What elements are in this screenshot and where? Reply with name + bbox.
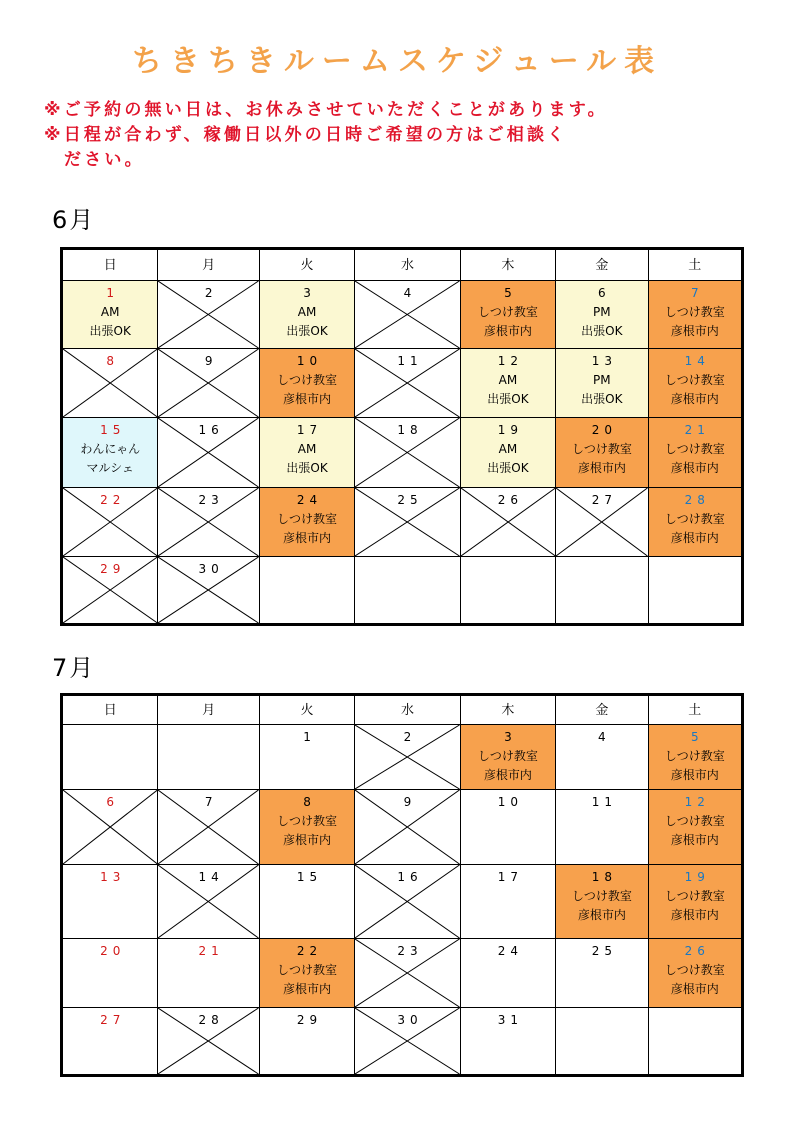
day-number: 7: [204, 795, 218, 809]
day-number: 1: [106, 286, 120, 300]
notice-text: ご予約の無い日は、お休みさせていただくことがあります。: [63, 100, 608, 120]
event-text: マルシェ: [86, 461, 134, 475]
empty-cell: [648, 557, 742, 625]
day-number: 24: [497, 944, 524, 958]
week-row: [62, 488, 743, 557]
month-title: 6月: [52, 206, 96, 234]
day-number: 3: [303, 286, 316, 300]
event-text: しつけ教室: [277, 373, 338, 387]
day-cell: [259, 418, 354, 488]
event-text: 出張OK: [581, 392, 623, 406]
event-text: 彦根市内: [670, 531, 719, 545]
event-text: AM: [100, 305, 120, 319]
day-number: 14: [684, 354, 710, 368]
june-calendar: [60, 247, 744, 626]
day-cell: [556, 349, 648, 418]
day-number: 11: [591, 795, 617, 809]
day-cell: [158, 1008, 259, 1076]
day-number: 2: [204, 286, 218, 300]
event-text: しつけ教室: [664, 814, 725, 828]
day-cell: [648, 790, 742, 865]
day-number: 31: [497, 1013, 524, 1027]
day-number: 26: [497, 493, 524, 507]
week-row: [62, 939, 743, 1008]
empty-cell: [460, 557, 555, 625]
event-text: 彦根市内: [283, 982, 332, 996]
day-cell: [355, 790, 460, 865]
day-number: 12: [497, 354, 524, 368]
weekday-header-sat: 土: [648, 695, 742, 725]
event-text: 彦根市内: [670, 982, 719, 996]
event-text: 出張OK: [89, 324, 131, 338]
day-cell: [62, 349, 158, 418]
day-number: 24: [296, 493, 323, 507]
day-number: 1: [303, 730, 316, 744]
day-cell: [460, 418, 555, 488]
event-text: しつけ教室: [477, 749, 538, 763]
day-number: 8: [106, 354, 120, 368]
day-number: 19: [497, 423, 524, 437]
day-number: 15: [100, 423, 126, 437]
day-cell: [355, 418, 460, 488]
day-cell: [355, 488, 460, 557]
day-cell: [158, 557, 259, 625]
day-cell: [355, 865, 460, 939]
day-cell: [648, 488, 742, 557]
day-cell: [259, 790, 354, 865]
day-number: 30: [397, 1013, 423, 1027]
event-text: AM: [297, 442, 317, 456]
day-cell: [556, 939, 648, 1008]
day-cell: [556, 281, 648, 349]
day-cell: [648, 349, 742, 418]
day-number: 17: [296, 423, 323, 437]
empty-cell: [556, 557, 648, 625]
day-number: 5: [504, 286, 517, 300]
day-number: 22: [296, 944, 323, 958]
weekday-header-tue: 火: [259, 695, 354, 725]
day-number: 9: [204, 354, 218, 368]
event-text: PM: [593, 373, 611, 387]
reference-mark: ※: [44, 100, 64, 120]
day-number: 9: [403, 795, 417, 809]
event-text: 出張OK: [487, 461, 529, 475]
day-cell: [259, 939, 354, 1008]
event-text: AM: [498, 442, 518, 456]
day-cell: [460, 790, 555, 865]
day-number: 29: [100, 562, 126, 576]
event-text: 出張OK: [581, 324, 623, 338]
event-text: 出張OK: [487, 392, 529, 406]
weekday-header-fri: 金: [556, 249, 648, 281]
day-number: 16: [198, 423, 224, 437]
month-title: 7月: [52, 654, 96, 682]
event-text: 彦根市内: [483, 324, 532, 338]
day-number: 28: [198, 1013, 224, 1027]
day-number: 16: [397, 870, 423, 884]
week-row: [62, 281, 743, 349]
day-cell: [158, 865, 259, 939]
day-cell: [62, 790, 158, 865]
day-number: 4: [598, 730, 611, 744]
weekday-header-wed: 水: [355, 695, 460, 725]
weekday-header-mon: 月: [158, 695, 259, 725]
empty-cell: [355, 557, 460, 625]
day-cell: [355, 939, 460, 1008]
day-cell: [556, 725, 648, 790]
event-text: 彦根市内: [483, 768, 532, 782]
day-number: 27: [591, 493, 617, 507]
day-number: 23: [397, 944, 423, 958]
day-cell: [259, 488, 354, 557]
day-number: 30: [198, 562, 224, 576]
day-cell: [648, 418, 742, 488]
day-cell: [355, 1008, 460, 1076]
reference-mark: ※: [44, 125, 64, 145]
event-text: しつけ教室: [664, 749, 725, 763]
day-cell: [62, 865, 158, 939]
day-cell: [158, 939, 259, 1008]
day-cell: [648, 939, 742, 1008]
day-number: 19: [684, 870, 710, 884]
day-cell: [460, 281, 555, 349]
day-cell: [355, 725, 460, 790]
event-text: しつけ教室: [664, 889, 725, 903]
event-text: しつけ教室: [571, 442, 632, 456]
weekday-header-sat: 土: [648, 249, 742, 281]
week-row: [62, 557, 743, 625]
day-number: 25: [591, 944, 617, 958]
day-cell: [460, 939, 555, 1008]
empty-cell: [62, 725, 158, 790]
event-text: 彦根市内: [670, 324, 719, 338]
day-number: 5: [690, 730, 704, 744]
weekday-header-sun: 日: [62, 249, 158, 281]
day-number: 4: [403, 286, 417, 300]
weekday-header-thu: 木: [460, 695, 555, 725]
day-cell: [460, 488, 555, 557]
day-number: 20: [591, 423, 617, 437]
day-cell: [556, 865, 648, 939]
day-number: 28: [684, 493, 710, 507]
day-cell: [158, 790, 259, 865]
day-number: 22: [100, 493, 126, 507]
day-cell: [556, 488, 648, 557]
day-cell: [648, 281, 742, 349]
day-cell: [648, 865, 742, 939]
day-number: 8: [303, 795, 316, 809]
day-cell: [158, 418, 259, 488]
event-text: しつけ教室: [277, 512, 338, 526]
week-row: [62, 865, 743, 939]
notice-text: 日程が合わず、稼働日以外の日時ご希望の方はご相談く: [63, 125, 568, 145]
weekday-header-wed: 水: [355, 249, 460, 281]
day-cell: [460, 865, 555, 939]
day-cell: [62, 939, 158, 1008]
day-cell: [259, 725, 354, 790]
day-number: 27: [100, 1013, 126, 1027]
event-text: PM: [593, 305, 611, 319]
event-text: わんにゃん: [80, 442, 141, 456]
day-cell: [62, 488, 158, 557]
event-text: しつけ教室: [277, 963, 338, 977]
day-number: 12: [684, 795, 710, 809]
event-text: しつけ教室: [477, 305, 538, 319]
event-text: 彦根市内: [577, 461, 626, 475]
day-cell: [259, 1008, 354, 1076]
day-cell: [556, 418, 648, 488]
day-number: 18: [591, 870, 617, 884]
day-number: 10: [497, 795, 524, 809]
day-number: 13: [591, 354, 617, 368]
event-text: しつけ教室: [571, 889, 632, 903]
event-text: 彦根市内: [577, 908, 626, 922]
day-cell: [460, 725, 555, 790]
day-cell: [460, 1008, 555, 1076]
event-text: 彦根市内: [670, 833, 719, 847]
week-row: [62, 349, 743, 418]
weekday-header-sun: 日: [62, 695, 158, 725]
event-text: 彦根市内: [670, 392, 719, 406]
day-cell: [158, 488, 259, 557]
day-cell: [62, 1008, 158, 1076]
event-text: 彦根市内: [670, 768, 719, 782]
day-number: 17: [497, 870, 524, 884]
empty-cell: [648, 1008, 742, 1076]
week-row: [62, 418, 743, 488]
day-number: 11: [397, 354, 423, 368]
day-cell: [62, 281, 158, 349]
week-row: [62, 1008, 743, 1076]
day-number: 15: [296, 870, 323, 884]
notice-item: [44, 98, 784, 123]
week-row: [62, 790, 743, 865]
day-cell: [158, 349, 259, 418]
event-text: 出張OK: [286, 324, 328, 338]
week-row: [62, 725, 743, 790]
event-text: 出張OK: [286, 461, 328, 475]
notice-text-continued: ださい。: [64, 150, 145, 170]
notice-item: [44, 123, 784, 173]
day-cell: [355, 281, 460, 349]
event-text: 彦根市内: [670, 461, 719, 475]
event-text: しつけ教室: [664, 373, 725, 387]
day-number: 3: [504, 730, 517, 744]
day-cell: [62, 418, 158, 488]
event-text: AM: [297, 305, 317, 319]
page-title: ちきちきルームスケジュール表: [131, 44, 663, 79]
day-number: 23: [198, 493, 224, 507]
weekday-header-thu: 木: [460, 249, 555, 281]
event-text: しつけ教室: [664, 512, 725, 526]
event-text: しつけ教室: [277, 814, 338, 828]
event-text: しつけ教室: [664, 305, 725, 319]
event-text: 彦根市内: [283, 531, 332, 545]
day-cell: [158, 281, 259, 349]
day-number: 7: [690, 286, 704, 300]
day-cell: [648, 725, 742, 790]
event-text: しつけ教室: [664, 963, 725, 977]
day-cell: [355, 349, 460, 418]
day-number: 6: [598, 286, 611, 300]
day-number: 13: [100, 870, 126, 884]
event-text: 彦根市内: [283, 833, 332, 847]
empty-cell: [158, 725, 259, 790]
event-text: 彦根市内: [670, 908, 719, 922]
day-number: 29: [296, 1013, 323, 1027]
day-cell: [460, 349, 555, 418]
event-text: しつけ教室: [664, 442, 725, 456]
july-calendar: [60, 693, 744, 1077]
notice-list: [44, 98, 784, 173]
day-cell: [259, 865, 354, 939]
weekday-header-tue: 火: [259, 249, 354, 281]
day-number: 21: [198, 944, 224, 958]
day-number: 10: [296, 354, 323, 368]
day-cell: [259, 349, 354, 418]
day-number: 2: [403, 730, 417, 744]
weekday-header-mon: 月: [158, 249, 259, 281]
weekday-header-fri: 金: [556, 695, 648, 725]
day-cell: [556, 790, 648, 865]
empty-cell: [259, 557, 354, 625]
day-cell: [62, 557, 158, 625]
day-number: 20: [100, 944, 126, 958]
day-number: 21: [684, 423, 710, 437]
day-number: 18: [397, 423, 423, 437]
empty-cell: [556, 1008, 648, 1076]
day-number: 25: [397, 493, 423, 507]
event-text: AM: [498, 373, 518, 387]
day-number: 14: [198, 870, 224, 884]
day-number: 26: [684, 944, 710, 958]
day-cell: [259, 281, 354, 349]
day-number: 6: [106, 795, 120, 809]
event-text: 彦根市内: [283, 392, 332, 406]
